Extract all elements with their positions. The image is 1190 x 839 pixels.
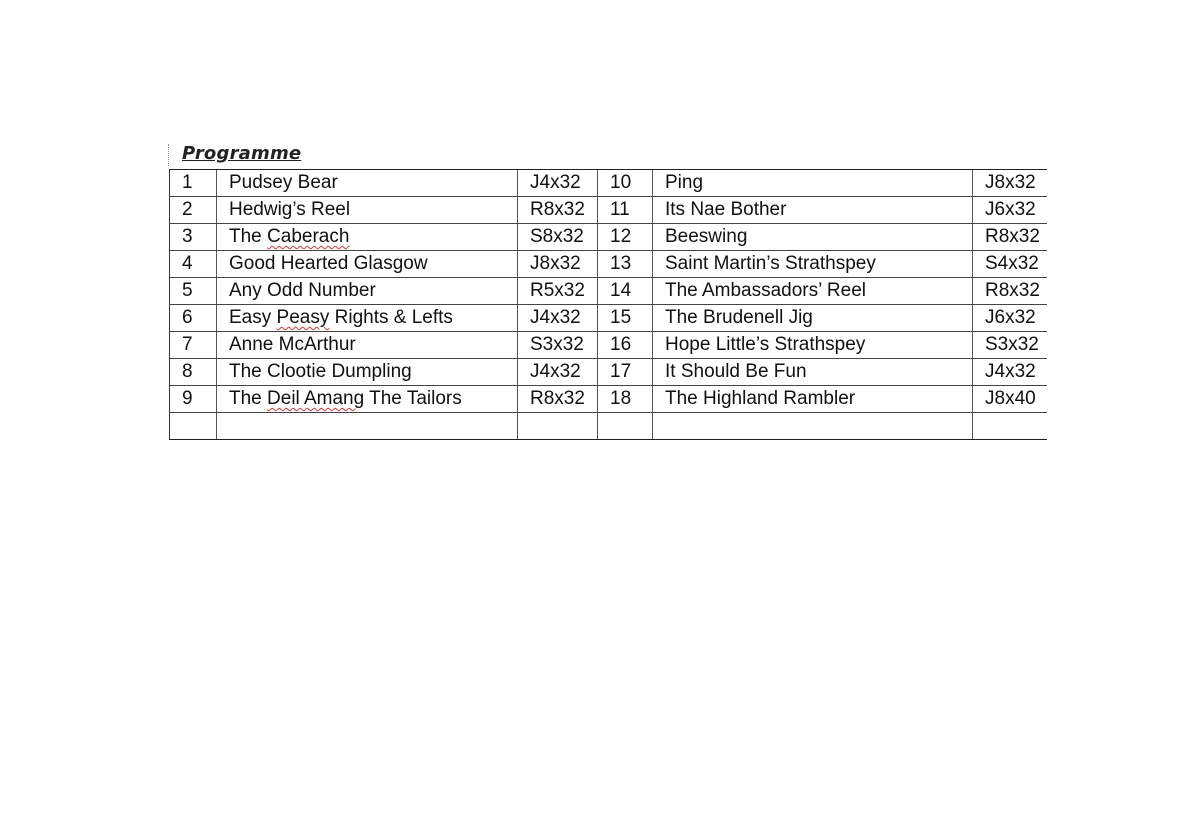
dance-type-right-text: J8x32 [985,172,1036,193]
dance-name-right [653,197,973,224]
dance-number-left [170,224,217,251]
dance-name-left-text: Easy Peasy Rights & Lefts [229,307,453,328]
dance-name-right [653,332,973,359]
dance-number-left [170,251,217,278]
dance-type-right [973,413,1047,440]
dance-type-right-text: S3x32 [985,334,1039,355]
dance-name-right-text: Beeswing [665,226,748,247]
dance-number-right [598,413,653,440]
dance-name-right [653,413,973,440]
dance-number-left-text: 8 [182,361,193,382]
dance-name-left-text: Anne McArthur [229,334,356,355]
dance-number-left-text: 5 [182,280,193,301]
dance-type-left [518,251,598,278]
dance-type-right-text: J6x32 [985,307,1036,328]
dance-name-left-text: Good Hearted Glasgow [229,253,428,274]
paragraph-margin-marker [168,144,169,166]
dance-type-left [518,197,598,224]
spellcheck-underline: Deil Amang [267,388,365,409]
table-row [170,386,1047,413]
dance-type-right [973,197,1047,224]
dance-type-right [973,305,1047,332]
dance-name-right-text: The Brudenell Jig [665,307,813,328]
dance-type-left-text: S3x32 [530,334,584,355]
dance-number-left-text: 7 [182,334,193,355]
dance-number-right-text: 10 [610,172,632,193]
dance-type-left [518,305,598,332]
dance-number-right [598,386,653,413]
table-row [170,170,1047,197]
dance-name-left [217,332,518,359]
dance-name-left [217,413,518,440]
dance-number-right-text: 16 [610,334,632,355]
table-row [170,332,1047,359]
dance-type-left [518,170,598,197]
dance-number-right-text: 12 [610,226,632,247]
dance-name-right-text: Hope Little’s Strathspey [665,334,866,355]
table-row [170,305,1047,332]
dance-number-left-text: 4 [182,253,193,274]
dance-number-right [598,332,653,359]
dance-number-left [170,278,217,305]
dance-name-right-text: Saint Martin’s Strathspey [665,253,876,274]
dance-name-left [217,224,518,251]
programme-table-body [170,170,1047,440]
dance-number-left [170,170,217,197]
dance-type-left-text: J8x32 [530,253,581,274]
dance-name-left [217,251,518,278]
dance-name-left [217,386,518,413]
dance-name-left [217,305,518,332]
dance-type-left-text: J4x32 [530,361,581,382]
dance-number-left [170,197,217,224]
dance-type-left [518,332,598,359]
dance-type-right [973,332,1047,359]
dance-name-left [217,170,518,197]
table-row [170,359,1047,386]
dance-type-left-text: J4x32 [530,307,581,328]
dance-name-right [653,278,973,305]
dance-type-right [973,278,1047,305]
dance-number-right-text: 18 [610,388,632,409]
dance-number-right [598,359,653,386]
dance-name-right-text: The Highland Rambler [665,388,856,409]
dance-number-left-text: 6 [182,307,193,328]
dance-name-left [217,278,518,305]
dance-number-right [598,305,653,332]
dance-name-right-text: The Ambassadors’ Reel [665,280,867,301]
dance-number-right [598,278,653,305]
dance-number-left-text: 2 [182,199,193,220]
dance-name-right-text: Its Nae Bother [665,199,787,220]
dance-name-right-text: It Should Be Fun [665,361,807,382]
dance-number-right-text: 11 [610,199,630,220]
table-row [170,278,1047,305]
dance-number-left [170,413,217,440]
dance-type-left [518,224,598,251]
programme-table [169,169,1047,440]
dance-number-left [170,305,217,332]
dance-number-right [598,224,653,251]
dance-number-left-text: 9 [182,388,193,409]
dance-type-right-text: R8x32 [985,226,1040,247]
dance-name-left-text: The Clootie Dumpling [229,361,412,382]
dance-number-right-text: 15 [610,307,632,328]
table-row [170,413,1047,440]
dance-type-left [518,359,598,386]
dance-type-right [973,251,1047,278]
table-row [170,197,1047,224]
dance-name-left-text: The Caberach [229,226,350,247]
dance-type-left-text: S8x32 [530,226,584,247]
dance-type-right-text: J4x32 [985,361,1036,382]
dance-name-left [217,197,518,224]
dance-type-right-text: J8x40 [985,388,1036,409]
dance-number-left [170,332,217,359]
dance-number-right [598,251,653,278]
dance-type-left-text: R8x32 [530,388,585,409]
dance-type-left [518,386,598,413]
dance-name-left-text: Pudsey Bear [229,172,338,193]
dance-type-left-text: J4x32 [530,172,581,193]
dance-name-right [653,305,973,332]
dance-number-left [170,359,217,386]
dance-number-left-text: 3 [182,226,193,247]
dance-type-right-text: J6x32 [985,199,1036,220]
dance-name-right [653,386,973,413]
programme-heading: Programme [182,143,302,164]
dance-name-left-text: Any Odd Number [229,280,376,301]
dance-number-left-text: 1 [182,172,193,193]
dance-type-right [973,386,1047,413]
dance-name-right [653,224,973,251]
dance-name-left [217,359,518,386]
dance-name-right [653,359,973,386]
dance-type-left [518,413,598,440]
dance-number-right-text: 13 [610,253,632,274]
table-row [170,224,1047,251]
table-row [170,251,1047,278]
dance-type-left-text: R5x32 [530,280,585,301]
dance-name-left-text: Hedwig’s Reel [229,199,351,220]
dance-type-right [973,224,1047,251]
dance-type-left-text: R8x32 [530,199,585,220]
dance-number-right [598,170,653,197]
dance-name-right-text: Ping [665,172,704,193]
dance-name-left-text: The Deil Amang The Tailors [229,388,462,409]
dance-type-right [973,170,1047,197]
spellcheck-underline: Caberach [267,226,350,247]
dance-type-right [973,359,1047,386]
dance-number-left [170,386,217,413]
dance-name-right [653,251,973,278]
dance-name-right [653,170,973,197]
spellcheck-underline: Peasy [276,307,330,328]
dance-number-right [598,197,653,224]
dance-number-right-text: 17 [610,361,632,382]
dance-type-right-text: S4x32 [985,253,1039,274]
dance-type-right-text: R8x32 [985,280,1040,301]
dance-type-left [518,278,598,305]
dance-number-right-text: 14 [610,280,632,301]
